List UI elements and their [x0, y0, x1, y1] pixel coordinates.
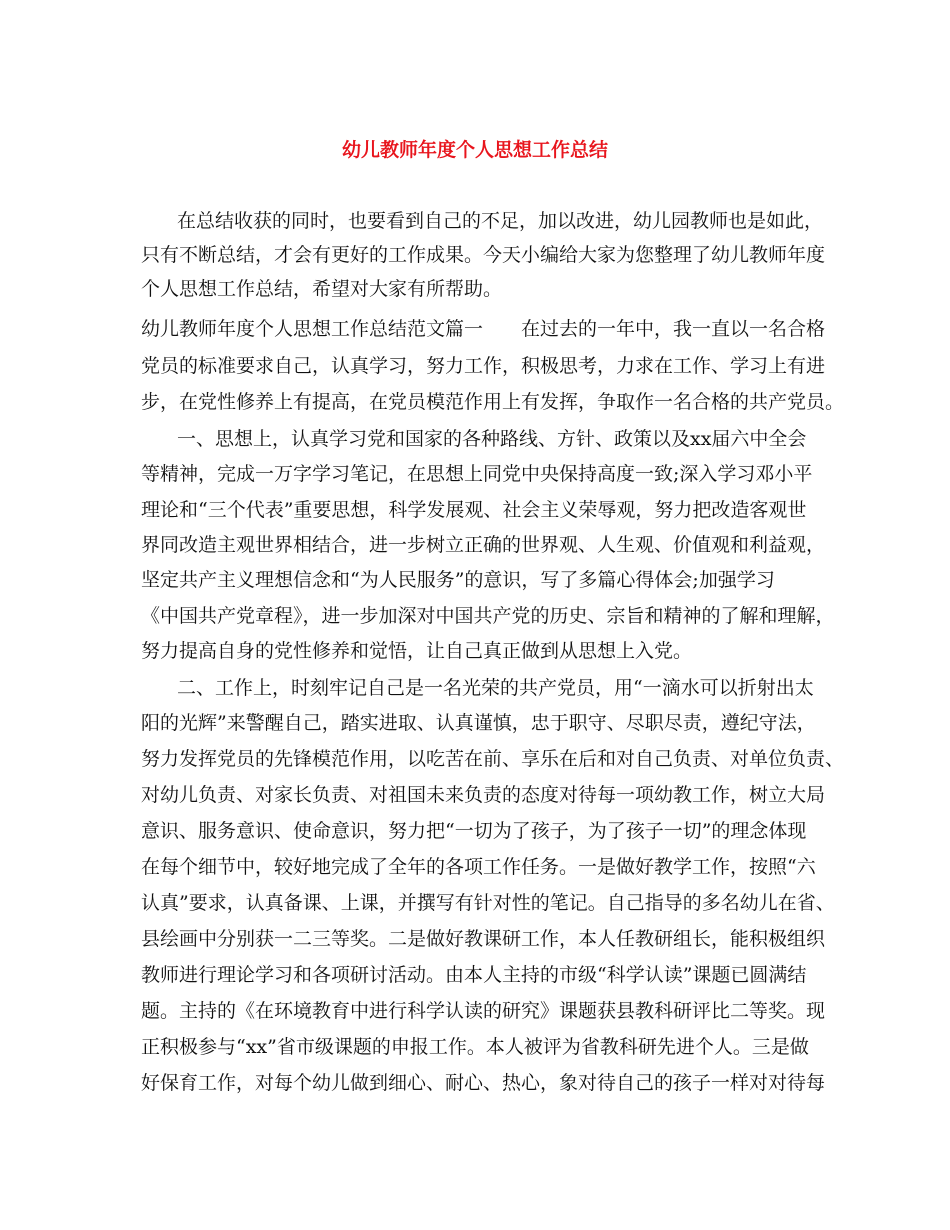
text-line: 努力发挥党员的先锋模范作用，以吃苦在前、享乐在后和对自己负责、对单位负责、: [141, 748, 845, 770]
text-line: 界同改造主观世界相结合，进一步树立正确的世界观、人生观、价值观和利益观，: [141, 534, 826, 556]
text-line: 在每个细节中，较好地完成了全年的各项工作任务。一是做好教学工作，按照“六: [141, 856, 816, 878]
text-line: 等精神，完成一万字学习笔记，在思想上同党中央保持高度一致;深入学习邓小平: [141, 463, 813, 485]
text-line: 好保育工作，对每个幼儿做到细心、耐心、热心，象对待自己的孩子一样对对待每: [141, 1072, 826, 1094]
text-line: 《中国共产党章程》，进一步加深对中国共产党的历史、宗旨和精神的了解和理解，: [141, 605, 835, 627]
text-line: 一、思想上，认真学习党和国家的各种路线、方针、政策以及xx届六中全会: [177, 428, 807, 450]
text-line: 党员的标准要求自己，认真学习，努力工作，积极思考，力求在工作、学习上有进: [141, 355, 826, 377]
text-line: 幼儿教师年度个人思想工作总结范文篇一 在过去的一年中，我一直以一名合格: [141, 318, 826, 340]
text-line: 意识、服务意识、使命意识，努力把“一切为了孩子，为了孩子一切”的理念体现: [141, 820, 807, 842]
text-line: 步，在党性修养上有提高，在党员模范作用上有发挥，争取作一名合格的共产党员。: [141, 391, 845, 413]
text-line: 认真”要求，认真备课、上课，并撰写有针对性的笔记。自己指导的多名幼儿在省、: [141, 892, 835, 914]
text-line: 对幼儿负责、对家长负责、对祖国未来负责的态度对待每一项幼教工作，树立大局: [141, 784, 826, 806]
text-line: 只有不断总结，才会有更好的工作成果。今天小编给大家为您整理了幼儿教师年度: [141, 244, 826, 266]
text-line: 正积极参与“xx”省市级课题的申报工作。本人被评为省教科研先进个人。三是做: [141, 1036, 809, 1058]
document-title: 幼儿教师年度个人思想工作总结: [341, 139, 608, 161]
text-line: 阳的光辉”来警醒自己，踏实进取、认真谨慎，忠于职守、尽职尽责，遵纪守法，: [141, 712, 816, 734]
text-line: 在总结收获的同时，也要看到自己的不足，加以改进，幼儿园教师也是如此，: [177, 210, 824, 232]
text-line: 县绘画中分别获一二三等奖。二是做好教课研工作，本人任教研组长，能积极组织: [141, 928, 826, 950]
text-line: 题。主持的《在环境教育中进行科学认读的研究》课题获县教科研评比二等奖。现: [141, 1000, 826, 1022]
text-line: 努力提高自身的党性修养和觉悟，让自己真正做到从思想上入党。: [141, 640, 693, 662]
text-line: 二、工作上，时刻牢记自己是一名光荣的共产党员，用“一滴水可以折射出太: [177, 677, 814, 699]
text-line: 个人思想工作总结，希望对大家有所帮助。: [141, 278, 503, 300]
text-line: 坚定共产主义理想信念和“为人民服务”的意识，写了多篇心得体会;加强学习: [141, 569, 775, 591]
text-line: 理论和“三个代表”重要思想，科学发展观、社会主义荣辱观，努力把改造客观世: [141, 499, 807, 521]
text-line: 教师进行理论学习和各项研讨活动。由本人主持的市级“科学认读”课题已圆满结: [141, 964, 807, 986]
